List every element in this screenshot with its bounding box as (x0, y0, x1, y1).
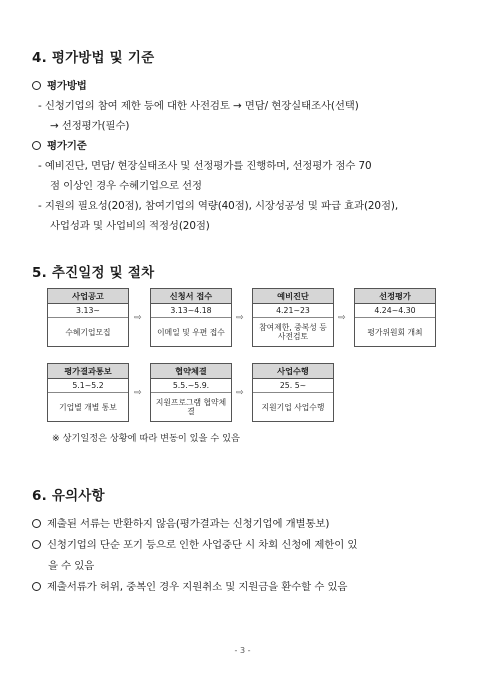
step-desc: 이메일 및 우편 접수 (157, 327, 225, 337)
step-card (252, 363, 334, 422)
notice-item (32, 536, 357, 551)
step-card (47, 363, 129, 422)
method-line-1: - 신청기업의 참여 제한 등에 대한 사전검토 → 면담/ 현장실태조사(선택) (38, 100, 359, 112)
schedule-note: ※ 상기일정은 상황에 따라 변동이 있을 수 있음 (52, 433, 240, 444)
notice-item-continuation: 을 수 있음 (48, 560, 95, 572)
step-card (150, 363, 232, 422)
step-label: 평가결과통보 (48, 364, 128, 379)
step-desc: 지원기업 사업수행 (261, 402, 325, 412)
method-line-2: → 선정평가(필수) (50, 120, 130, 132)
criteria-line-1: - 예비진단, 면담/ 현장실태조사 및 선정평가를 진행하며, 선정평가 점수 70 (38, 160, 372, 172)
step-date: 5.5.~5.9. (151, 379, 231, 393)
circle-bullet-icon (32, 519, 41, 528)
step-card (47, 288, 129, 347)
step-desc: 수혜기업모집 (65, 327, 111, 337)
section-4-title: 4. 평가방법 및 기준 (32, 50, 155, 66)
step-label: 사업수행 (253, 364, 333, 379)
arrow-right-icon: ⇨ (236, 388, 244, 398)
step-date: 25. 5~ (253, 379, 333, 393)
method-heading (32, 77, 87, 92)
step-desc: 기업별 개별 통보 (59, 402, 117, 412)
step-card (150, 288, 232, 347)
step-date: 3.13~ (48, 304, 128, 318)
criteria-line-3: - 지원의 필요성(20점), 참여기업의 역량(40점), 시장성공성 및 파급 효과(20점), (38, 200, 399, 212)
step-desc: 참여제한, 중복성 등 사전검토 (259, 323, 327, 341)
notice-text: 제출된 서류는 반환하지 않음(평가결과는 신청기업에 개별통보) (47, 518, 330, 530)
arrow-right-icon: ⇨ (338, 313, 346, 323)
page-number: - 3 - (234, 646, 251, 655)
notice-text: 제출서류가 허위, 중복인 경우 지원취소 및 지원금을 환수할 수 있음 (47, 581, 348, 593)
criteria-heading-text: 평가기준 (47, 140, 87, 152)
arrow-right-icon: ⇨ (134, 388, 142, 398)
circle-bullet-icon (32, 81, 41, 90)
notice-item (32, 578, 347, 593)
circle-bullet-icon (32, 141, 41, 150)
arrow-right-icon: ⇨ (236, 313, 244, 323)
section-5-title: 5. 추진일정 및 절차 (32, 265, 155, 281)
step-card (252, 288, 334, 347)
step-date: 5.1~5.2 (48, 379, 128, 393)
step-date: 3.13~4.18 (151, 304, 231, 318)
method-heading-text: 평가방법 (47, 80, 87, 92)
step-desc: 지원프로그램 협약체결 (155, 398, 227, 416)
step-label: 신청서 접수 (151, 289, 231, 304)
criteria-heading (32, 137, 87, 152)
arrow-right-icon: ⇨ (134, 313, 142, 323)
step-date: 4.21~23 (253, 304, 333, 318)
step-date: 4.24~4.30 (355, 304, 435, 318)
step-desc: 평가위원회 개최 (367, 327, 423, 337)
step-label: 예비진단 (253, 289, 333, 304)
step-label: 사업공고 (48, 289, 128, 304)
criteria-line-2: 점 이상인 경우 수혜기업으로 선정 (50, 180, 202, 192)
step-label: 협약체결 (151, 364, 231, 379)
circle-bullet-icon (32, 582, 41, 591)
notice-text: 신청기업의 단순 포기 등으로 인한 사업중단 시 차회 신청에 제한이 있 (47, 539, 358, 551)
circle-bullet-icon (32, 540, 41, 549)
criteria-line-4: 사업성과 및 사업비의 적정성(20점) (50, 220, 210, 232)
section-6-title: 6. 유의사항 (32, 488, 105, 504)
step-card (354, 288, 436, 347)
step-label: 선정평가 (355, 289, 435, 304)
notice-item (32, 515, 329, 530)
